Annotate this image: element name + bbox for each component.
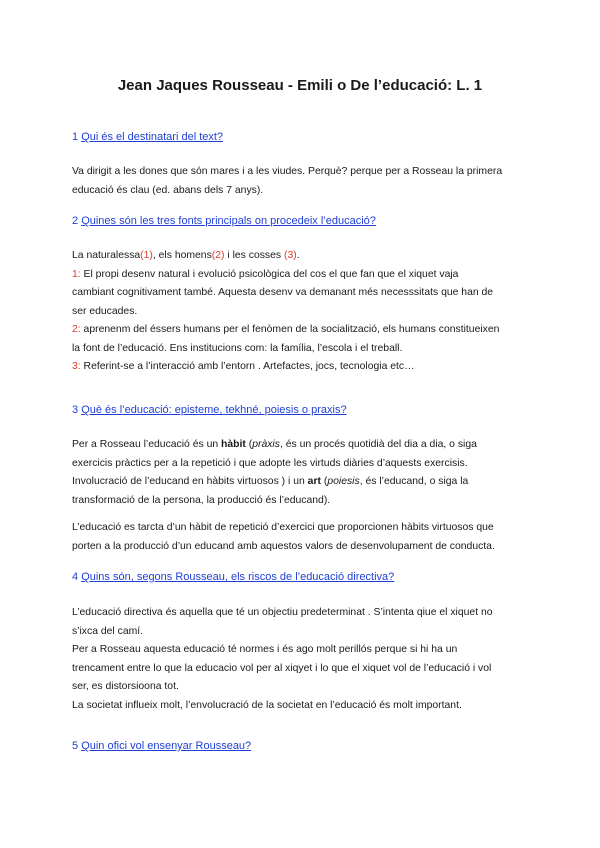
item-2-line — [72, 321, 534, 340]
term-art: art — [307, 476, 321, 487]
answer-line — [72, 436, 534, 455]
text: , és l’educand, o siga la — [359, 476, 469, 487]
intro-text: . — [296, 250, 300, 261]
question-number: 3 — [72, 404, 79, 416]
answer-2 — [72, 247, 534, 377]
question-3-heading — [72, 404, 347, 416]
item-1-line: cambiant cognitivament també. Aquesta desenv va demanant més necesssitats que han de — [72, 287, 494, 298]
text: , és un procés quotidià del dia a dia, o siga — [279, 439, 477, 450]
answer-line: Va dirigit a les dones que són mares i a les viudes. Perquè? perque per a Rosseau la primera — [72, 166, 503, 177]
question-number: 5 — [72, 740, 79, 752]
marker-2: (2) — [211, 250, 225, 261]
item-text: aprenenm del éssers humans per el fenòmen de la socialització, els humans constitueixen — [80, 324, 500, 335]
item-2-marker: 2: — [72, 324, 81, 335]
answer-3-paragraph-1 — [72, 436, 534, 510]
item-text: Referint-se a l’interacció amb l’entorn . Artefactes, jocs, tecnologia etc… — [80, 361, 415, 372]
text: Per a Rosseau l’educació és un — [72, 439, 222, 450]
question-number: 4 — [72, 571, 79, 583]
answer-1 — [72, 163, 534, 200]
answer-line: transformació de la persona, la producció és l’educand). — [72, 494, 331, 506]
answer-line: L’educació directiva és aquella que té un objectiu predeterminat . S’intenta qiue el xiquet no — [72, 607, 493, 618]
marker-1: (1) — [140, 250, 153, 261]
item-text: El propi desenv natural i evolució psicològica del cos el que fan que el xiquet vaja — [80, 268, 459, 280]
answer-line: s’ixca del camí. — [72, 625, 144, 637]
answer-intro — [72, 247, 534, 266]
question-1-heading — [72, 131, 223, 143]
item-1-line: ser educades. — [72, 305, 138, 317]
intro-text: , els homens — [152, 250, 212, 261]
text: Involucració de l’educand en hàbits virtuosos ) i un — [72, 476, 308, 487]
answer-line: L’educació es tarcta d’un hàbit de repetició d’exercici que proporcionen hàbits virtuosos que — [72, 522, 494, 533]
item-3-marker: 3: — [72, 361, 81, 372]
question-5-heading — [72, 740, 251, 752]
answer-line: La societat influeix molt, l’envolucració de la societat en l’educació és molt important. — [72, 699, 462, 711]
answer-line: educació és clau (ed. abans dels 7 anys). — [72, 184, 264, 196]
document-title: Jean Jaques Rousseau - Emili o De l’educació: L. 1 — [117, 77, 483, 94]
question-number: 1 — [72, 131, 79, 143]
question-text: Quins són, segons Rousseau, els riscos de l’educació directiva? — [81, 571, 395, 583]
answer-line: trencament entre lo que la educacio vol per al xiqyet i lo que el xiquet vol de l’educació i vol — [72, 662, 492, 674]
question-text: Quin ofici vol ensenyar Rousseau? — [81, 740, 252, 752]
question-2-heading — [72, 215, 376, 227]
answer-line: ser, es distorsioona tot. — [72, 681, 179, 692]
intro-text: i les cosses — [224, 250, 284, 261]
term-praxis: pràxis — [252, 439, 280, 450]
answer-3-paragraph-2 — [72, 519, 534, 556]
question-number: 2 — [72, 215, 79, 227]
answer-line: porten a la producció d’un educand amb aquestos valors de desenvolupament de conducta. — [72, 540, 495, 552]
answer-4 — [72, 604, 534, 715]
term-habit: hàbit — [221, 439, 246, 450]
marker-3: (3) — [283, 250, 297, 261]
item-3-line — [72, 358, 534, 377]
item-1-marker: 1: — [72, 268, 81, 280]
question-text: Què és l’educació: episteme, tekhné, poiesis o praxis? — [81, 404, 347, 416]
answer-line — [72, 473, 534, 492]
text: ( — [320, 476, 328, 487]
text: ( — [245, 439, 253, 450]
answer-line: Per a Rosseau aquesta educació té normes i és ago molt perillós perque si hi ha un — [72, 644, 458, 655]
question-text: Qui és el destinatari del text? — [81, 131, 224, 143]
question-text: Quines són les tres fonts principals on procedeix l’educació? — [81, 215, 376, 227]
item-2-line: la font de l’educació. Ens institucions com: la família, l’escola i el treball. — [72, 342, 403, 354]
intro-text: La naturalessa — [72, 250, 141, 261]
term-poiesis: poiesis — [327, 476, 360, 487]
question-4-heading — [72, 571, 394, 583]
answer-line: exercicis pràctics per a la repetició i que adopte les virtuds diàries d’aquests exercisis. — [72, 457, 468, 469]
item-1-line — [72, 266, 534, 285]
